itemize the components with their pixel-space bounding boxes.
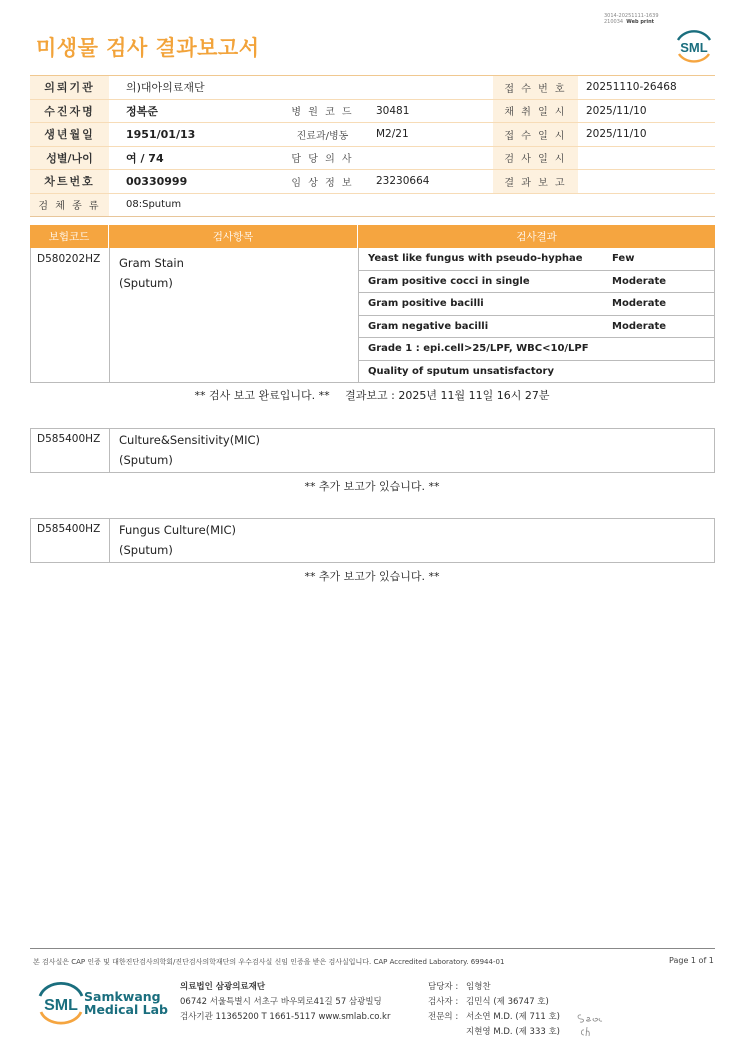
test-item-specimen: (Sputum)	[119, 276, 173, 290]
additional-report-note: ** 추가 보고가 있습니다. **	[304, 480, 440, 493]
test-item	[110, 519, 359, 562]
test-code: D585400HZ	[31, 519, 110, 562]
meta-line-2: 210034 Web print	[604, 19, 655, 25]
header-code: 보험코드	[30, 225, 109, 248]
org-address: 06742 서울특별시 서초구 바우뫼로41길 57 삼광빌딩	[180, 997, 382, 1007]
report-title: 미생물 검사 결과보고서	[36, 36, 260, 60]
result-name: Yeast like fungus with pseudo-hyphae	[368, 253, 583, 265]
specimen-label: 검 체 종 류	[30, 194, 109, 216]
clinical-info-value: 23230664	[376, 175, 430, 188]
info-row	[30, 100, 715, 124]
header-item: 검사항목	[109, 225, 358, 248]
test-item-specimen: (Sputum)	[119, 543, 173, 557]
patient-name-value: 정복준	[126, 104, 158, 118]
result-row	[359, 248, 714, 271]
print-meta	[604, 13, 659, 25]
svg-text:SML: SML	[44, 997, 78, 1014]
additional-report-note: ** 추가 보고가 있습니다. **	[304, 570, 440, 583]
page-number: Page 1 of 1	[669, 956, 714, 965]
info-row	[30, 170, 715, 194]
brand-name	[84, 990, 168, 1016]
result-value: Moderate	[612, 298, 667, 310]
receipt-date-label: 접 수 일 시	[493, 123, 578, 146]
test-item-name: Fungus Culture(MIC)	[119, 523, 236, 537]
receipt-date-value: 2025/11/10	[586, 128, 647, 141]
gram-stain-block	[30, 248, 715, 383]
sex-age-value: 여 / 74	[126, 151, 164, 165]
specimen-value: 08:Sputum	[126, 199, 182, 210]
result-row	[359, 271, 714, 294]
department-value: M2/21	[376, 128, 409, 141]
result-name: Quality of sputum unsatisfactory	[368, 366, 554, 378]
birth-date-label: 생년월일	[30, 123, 109, 146]
culture-block	[30, 428, 715, 473]
info-row	[30, 123, 715, 147]
specialist-row: 전문의 : 서소연 M.D. (제 711 호)	[428, 1012, 561, 1022]
svg-text:SML: SML	[680, 40, 708, 55]
result-report-label: 결 과 보 고	[493, 170, 578, 193]
receipt-no-label: 접 수 번 호	[493, 76, 578, 99]
chart-no-value: 00330999	[126, 174, 188, 188]
patient-name-label: 수진자명	[30, 100, 109, 123]
tester-row: 검사자 : 김민식 (제 36747 호)	[428, 997, 549, 1007]
test-item	[110, 429, 359, 472]
org-name: 의료법인 삼광의료재단	[180, 982, 266, 992]
doctor-label: 담 당 의 사	[291, 154, 354, 166]
result-value: Moderate	[612, 320, 667, 332]
result-name: Gram positive cocci in single	[368, 275, 530, 287]
brand-line-1: Samkwang	[84, 989, 161, 1004]
report-complete-line	[0, 387, 744, 403]
result-row	[359, 293, 714, 316]
chart-no-label: 차트번호	[30, 170, 109, 193]
result-row	[359, 338, 714, 361]
info-row	[30, 147, 715, 171]
report-complete-text: ** 검사 보고 완료입니다. **	[194, 389, 330, 402]
result-list	[359, 248, 714, 382]
test-item-name: Gram Stain	[119, 256, 184, 270]
hospital-code-value: 30481	[376, 104, 410, 117]
specialist-1: 서소연 M.D. (제 711 호)	[466, 1012, 561, 1022]
result-row	[359, 316, 714, 339]
test-date-label: 검 사 일 시	[493, 147, 578, 170]
specialist-row-2	[428, 1025, 560, 1040]
specialist-2: 지현영 M.D. (제 333 호)	[466, 1027, 561, 1037]
birth-date-value: 1951/01/13	[126, 127, 196, 141]
result-row	[359, 361, 714, 384]
collection-date-label: 채 취 일 시	[493, 100, 578, 123]
manager-name: 임형찬	[466, 982, 491, 992]
collection-date-value: 2025/11/10	[586, 104, 647, 117]
organization-info	[180, 980, 390, 1025]
department-label: 진료과/병동	[296, 130, 349, 142]
test-code: D580202HZ	[31, 248, 110, 382]
patient-info-table	[30, 75, 715, 217]
result-name: Gram positive bacilli	[368, 298, 484, 310]
result-name: Grade 1 : epi.cell>25/LPF, WBC<10/LPF	[368, 343, 589, 355]
sml-logo-icon	[36, 980, 86, 1026]
sex-age-label: 성별/나이	[30, 147, 109, 170]
org-contact: 검사기관 11365200 T 1661-5117 www.smlab.co.kr	[180, 1012, 391, 1022]
certification-note: 본 검사실은 CAP 인증 및 대한진단검사의학회/진단검사의학재단의 우수검사실 신임 인증을 받은 검사실입니다. CAP Accredited Laboratory. 69944-01	[33, 958, 505, 966]
results-table-header	[30, 225, 715, 248]
report-time: 결과보고 : 2025년 11월 11일 16시 27분	[345, 389, 550, 402]
result-value: Few	[612, 253, 635, 265]
footer-divider	[30, 948, 715, 949]
clinical-info-label: 임 상 정 보	[291, 177, 354, 189]
requesting-org-label: 의뢰기관	[30, 76, 109, 99]
requesting-org-value: 의)대아의료재단	[126, 81, 205, 95]
test-item	[110, 248, 359, 382]
test-code: D585400HZ	[31, 429, 110, 472]
test-item-name: Culture&Sensitivity(MIC)	[119, 433, 261, 447]
signature-icon	[575, 1010, 611, 1040]
hospital-code-label: 병 원 코 드	[291, 107, 354, 119]
brand-line-2: Medical Lab	[84, 1002, 168, 1017]
meta-line-1: 3014-20251111-1639	[604, 13, 659, 19]
receipt-no-value: 20251110-26468	[586, 81, 677, 94]
info-row	[30, 76, 715, 100]
header-result: 검사결과	[516, 231, 557, 243]
manager-row: 담당자 : 임형찬	[428, 982, 491, 992]
fungus-culture-block	[30, 518, 715, 563]
staff-info	[428, 980, 560, 1040]
info-row	[30, 194, 715, 217]
test-item-specimen: (Sputum)	[119, 453, 173, 467]
result-value: Moderate	[612, 275, 667, 287]
tester-name: 김민식 (제 36747 호)	[466, 997, 549, 1007]
result-name: Gram negative bacilli	[368, 320, 489, 332]
sml-logo-icon	[673, 26, 715, 66]
